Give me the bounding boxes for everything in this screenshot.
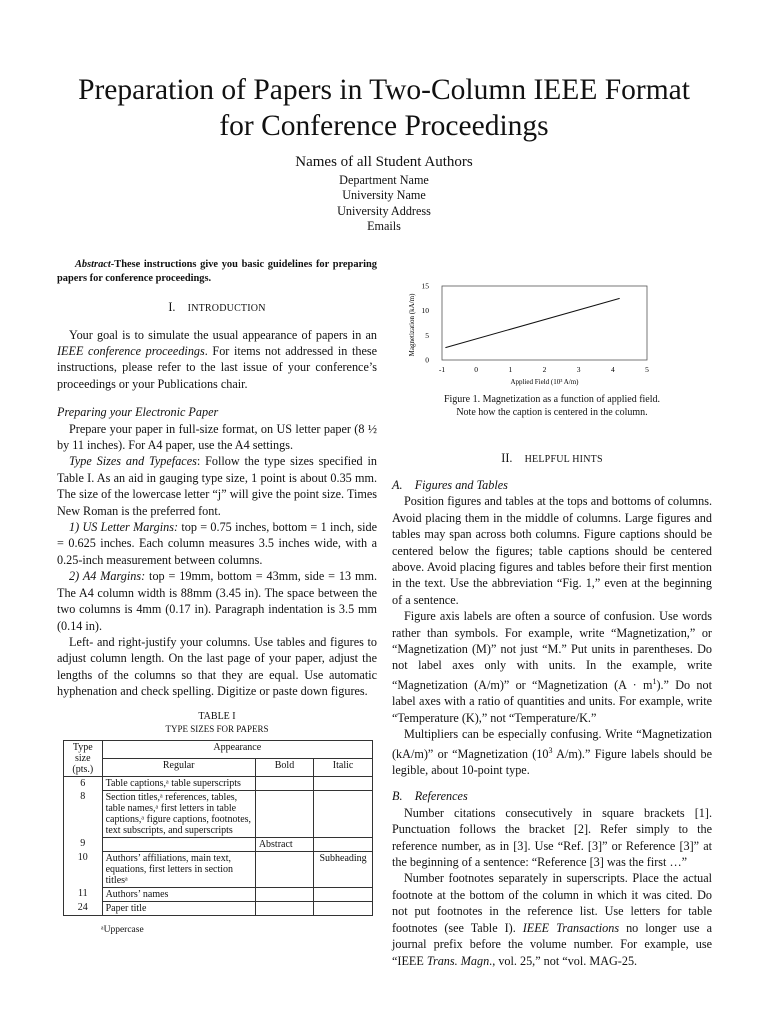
section-title: INTRODUCTION [187,303,266,315]
emphasis: Type Sizes and Typefaces [69,454,197,469]
table-row [64,790,373,837]
subheading-electronic-paper: Preparing your Electronic Paper [57,405,219,420]
subsection-label: B. [392,789,403,804]
text-run: Figure axis labels are often a source of confusion. Use words rather than symbols. For example, write “Magnetization,” or “Magnetization (M)” not just “M.” Put units in parentheses. Do not label axes only with units. In the example, write “Magnetization (A/m)” or “Magnetization (A · m [392,609,712,692]
cell-regular: Table captions,ᵃ table superscripts [102,776,255,790]
table-row [64,887,373,901]
cell-italic [314,776,373,790]
series-line-magnetization [445,298,619,347]
affiliation-block [0,173,768,234]
department-name: Department Name [339,173,429,187]
intro-paragraph [57,327,377,393]
emphasis: Trans. Magn [426,953,490,968]
abstract [57,258,377,285]
cell-size: 6 [64,776,103,790]
cell-bold [255,901,313,915]
cell-italic [314,887,373,901]
subsection-figures-tables [392,477,712,493]
text-run: Number footnotes separately in superscripts. Place the actual footnote at the bottom of the column in which it was cited. Do not put footnotes in the reference list. Use letters for table footnotes (see Table I). [392,871,712,935]
text-run: Your goal is to simulate the usual appearance of papers in an [69,327,377,342]
paragraph-multipliers [392,726,712,778]
cell-size: 11 [64,887,103,901]
table-header-italic: Italic [314,758,373,776]
cell-regular: Authors’ names [102,887,255,901]
paragraph-a4 [57,568,377,634]
table-header-regular: Regular [102,758,255,776]
text-run: top = 0.75 inches, bottom = 1 inch, side = 0.625 inches. Each column measures 3.5 inches wide, with a 0.25-inch measurement between columns. [57,520,377,567]
superscript: 1 [652,676,657,686]
cell-bold: Abstract [255,837,313,851]
paragraph: Prepare your paper in full-size format, on US letter paper (8 ½ by 11 inches). For A4 paper, use the A4 settings. [57,421,377,453]
abstract-text: -These instructions give you basic guidelines for preparing papers for conference proceedings. [57,259,377,284]
x-tick-label: 2 [542,365,547,374]
table-row [64,837,373,851]
subsection-references [392,788,712,804]
paragraph: Position figures and tables at the tops and bottoms of columns. Avoid placing them in the middle of columns. Large figures and tables may span across both columns. Figure captions should be centered below the figures; table captions should be centered above. Avoid placing figures and tables before their first mention in the text. Use the abbreviation “Fig. 1,” even at the beginning of a sentence. [392,494,712,607]
text-run: no longer use a journal prefix before the volume number. For example, use “IEEE [392,920,712,968]
y-tick-label: 0 [425,355,429,365]
text-run: Multipliers can be especially confusing. Write “Magnetization (kA/m)” or “Magnetization (10 [392,727,712,761]
right-column [392,258,712,969]
paragraph: Left- and right-justify your columns. Use tables and figures to adjust column length. On the last page of your paper, adjust the lengths of the columns so that they are equal. Use automatic hyphenation and check spelling. Digitize or paste down figures. [57,634,377,699]
subsection-label: A. [392,478,403,492]
plot-frame [442,286,647,360]
university-name: University Name [342,188,426,203]
cell-italic [314,901,373,915]
title-line-2: for Conference Proceedings [219,110,549,142]
abstract-label: Abstract [75,259,111,270]
cell-bold [255,776,313,790]
y-tick-label: 10 [421,306,429,316]
table-header-appearance: Appearance [102,740,372,758]
x-tick-label: 1 [508,365,513,374]
x-tick-label: 4 [610,365,615,374]
y-tick-label: 5 [425,330,429,340]
text-run: ., vol. 25,” not “vol. MAG-25. [489,953,638,968]
cell-italic [314,837,373,851]
paper-title [30,72,738,144]
emphasis: 1) US Letter Margins: [69,520,179,535]
paragraph-us-letter [57,519,377,568]
type-sizes-table [63,740,373,916]
emphasis: 2) A4 Margins: [69,569,146,584]
subsection-title: Figures and Tables [414,478,508,492]
text-run: ).” Do not label axes with a ratio of quantities and units. For example, write “Temperature (K),” not “Temperature/K.” [392,677,713,725]
section-heading-helpful-hints [392,450,712,468]
authors: Names of all Student Authors [295,154,473,170]
paragraph: Number citations consecutively in square brackets [1]. Punctuation follows the bracket [2]. Refer simply to the reference number, as in [3]. Use “Ref. [3]” or Reference [3]” at the beginning of a sentence: “Reference [3] was the first …” [392,805,712,870]
cell-bold [255,851,313,887]
cell-regular: Paper title [102,901,255,915]
paragraph-footnotes [392,870,712,968]
x-tick-label: 0 [474,365,479,374]
figure-caption-line-1: Figure 1. Magnetization as a function of applied field. [443,394,661,405]
text-run: A/m).” Figure labels should be legible, about 10-point type. [392,746,712,778]
cell-size: 24 [64,901,103,915]
section-heading-introduction [57,299,377,317]
table-title: TYPE SIZES FOR PAPERS [165,723,269,734]
cell-regular [102,837,255,851]
paragraph-type-sizes [57,453,377,519]
table-row [64,851,373,887]
university-address: University Address [337,203,431,218]
left-column [57,258,377,938]
text-run: . For items not addressed in these instructions, please refer to the last issue of your conference’s proceedings or your Publications chair. [57,344,378,391]
subsection-title: References [414,789,468,804]
superscript: 3 [548,745,553,755]
figure-caption-line-2: Note how the caption is centered in the column. [456,406,648,418]
section-number: II. [501,450,513,465]
table-header-bold: Bold [255,758,313,776]
figure-caption [392,394,712,420]
emphasis: IEEE conference proceedings [57,344,205,358]
table-footnote: ᵃUppercase [101,924,144,935]
x-tick-label: 5 [645,365,649,374]
cell-italic [314,790,373,837]
emails: Emails [367,218,401,233]
cell-regular: Section titles,ᵃ references, tables, table names,ᵃ first letters in table captions,ᵃ figure captions, footnotes, text subscripts, and superscripts [102,790,255,837]
cell-italic: Subheading [314,851,373,887]
figure-1 [392,264,712,386]
x-tick-label: 3 [576,365,581,374]
cell-size: 10 [64,851,103,887]
section-number: I. [168,300,176,315]
paragraph-axis-labels [392,608,712,726]
magnetization-chart [392,264,712,394]
title-line-1: Preparation of Papers in Two-Column IEEE Format [78,74,690,106]
table-row [64,901,373,915]
table-row [64,776,373,790]
y-tick-label: 15 [421,281,429,291]
y-axis-label: Magnetization (kA/m) [408,293,416,357]
table-caption [57,711,377,735]
x-tick-label: -1 [438,365,446,374]
cell-bold [255,887,313,901]
text-run: top = 19mm, bottom = 43mm, side = 13 mm. The A4 column width is 88mm (3.45 in). The space between the two columns is 4mm (0.17 in). Paragraph indentation is 3.5 mm (0.14 in). [57,569,377,633]
cell-bold [255,790,313,837]
table-header-type-size: Type size (pts.) [64,740,103,776]
cell-regular: Authors’ affiliations, main text, equations, first letters in section titlesᵃ [102,851,255,887]
cell-size: 8 [64,790,103,837]
emphasis: IEEE Transactions [522,920,620,935]
x-axis-label: Applied Field (10³ A/m) [510,378,579,386]
text-run: : Follow the type sizes specified in Table I. As an aid in gauging type size, 1 point is about 0.35 mm. The size of the lowercase letter “j” will give the point size. Times New Roman is the preferred font. [57,454,377,518]
table-label: TABLE I [198,710,236,722]
cell-size: 9 [64,837,103,851]
section-title: HELPFUL HINTS [524,453,603,465]
